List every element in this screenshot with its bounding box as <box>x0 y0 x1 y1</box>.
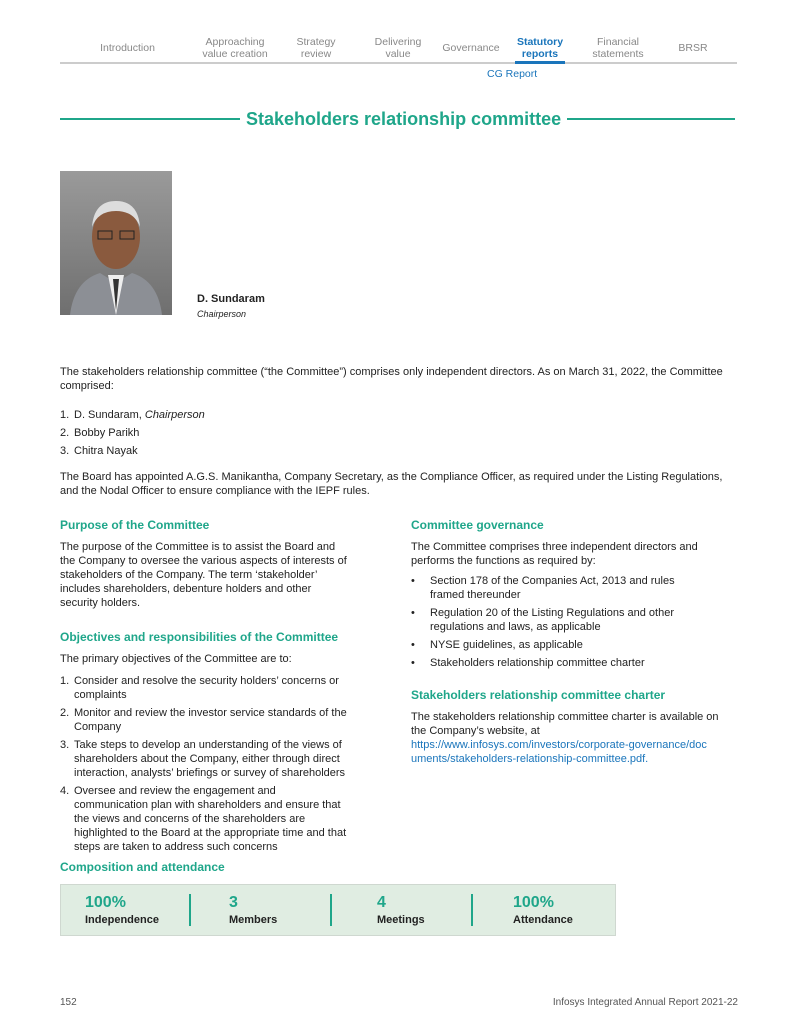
title-rule-left <box>60 118 240 120</box>
nav-governance[interactable]: Governance <box>442 42 500 54</box>
stat-attendance: 100% Attendance <box>513 894 573 926</box>
chairperson-name: D. Sundaram <box>197 293 265 305</box>
list-item: • Regulation 20 of the Listing Regulations and other regulations and laws, as applicable <box>411 607 675 633</box>
chairperson-photo <box>60 171 172 315</box>
nav-strategy-review[interactable]: Strategy review <box>296 36 336 60</box>
stat-meetings: 4 Meetings <box>377 894 425 926</box>
section-title <box>60 109 735 129</box>
list-item: 2. Monitor and review the investor service standards of the Company <box>60 707 347 733</box>
list-item: 1. D. Sundaram, Chairperson <box>60 409 205 421</box>
nav-brsr[interactable]: BRSR <box>678 42 708 54</box>
page-title: Stakeholders relationship committee <box>246 109 562 129</box>
stat-members: 3 Members <box>229 894 278 926</box>
purpose-text: The purpose of the Committee is to assist the Board and the Company to oversee the various aspects of interests of stakeholders of the Company. The term ‘stakeholder’ includes shareholders, debenture holders and other security holders. <box>60 541 347 609</box>
chairperson-role: Chairperson <box>197 309 247 319</box>
governance-heading: Committee governance <box>411 518 544 532</box>
stat-independence: 100% Independence <box>85 894 159 926</box>
list-item: 1. Consider and resolve the security holders’ concerns or complaints <box>60 675 339 701</box>
objectives-heading: Objectives and responsibilities of the Committee <box>60 630 339 644</box>
composition-stats <box>60 884 616 936</box>
nav-sub-cg-report[interactable]: CG Report <box>487 68 538 80</box>
list-item: • Stakeholders relationship committee charter <box>411 657 645 669</box>
governance-intro: The Committee comprises three independent directors and performs the functions as required by: <box>411 541 698 567</box>
list-item: 3. Take steps to develop an understanding of the views of shareholders about the Company, either through direct interaction, analysts’ briefings or survey of shareholders <box>60 739 346 779</box>
composition-heading: Composition and attendance <box>60 860 225 874</box>
members-list <box>60 408 740 462</box>
title-rule-right <box>567 118 735 120</box>
nav-statutory-reports[interactable]: Statutory reports <box>516 36 564 60</box>
governance-list <box>411 574 711 670</box>
list-item: 2. Bobby Parikh <box>60 427 140 439</box>
objectives-list <box>60 674 350 854</box>
objectives-intro: The primary objectives of the Committee are to: <box>60 653 292 665</box>
board-note: The Board has appointed A.G.S. Manikantha, Company Secretary, as the Compliance Officer, as required under the Listing Regulations, and the Nodal Officer to ensure compliance with the IEPF rules. <box>60 471 723 497</box>
charter-text: The stakeholders relationship committee charter is available on the Company’s website, at <box>411 711 719 737</box>
list-item: • Section 178 of the Companies Act, 2013 and rules framed thereunder <box>411 575 675 601</box>
nav-delivering-value[interactable]: Delivering value <box>374 36 422 60</box>
intro-text: The stakeholders relationship committee (“the Committee”) comprises only independent directors. As on March 31, 2022, the Committee comprised: <box>60 366 723 392</box>
page-number: 152 <box>60 997 77 1008</box>
list-item: • NYSE guidelines, as applicable <box>411 639 583 651</box>
nav-approaching-value-creation[interactable]: Approaching value creation <box>202 36 268 60</box>
list-item: 4. Oversee and review the engagement and communication plan with shareholders and ensure that the views and concerns of the shareholders are highlighted to the Board at the appropriate time and that steps are taken to address such concerns <box>60 785 347 853</box>
list-item: 3. Chitra Nayak <box>60 445 138 457</box>
nav-financial-statements[interactable]: Financial statements <box>592 36 644 60</box>
charter-link[interactable]: https://www.infosys.com/investors/corporate-governance/documents/stakeholders-relationship-committee.pdf. <box>411 739 707 765</box>
report-title: Infosys Integrated Annual Report 2021-22 <box>552 997 738 1008</box>
top-nav <box>60 34 737 64</box>
charter-heading: Stakeholders relationship committee charter <box>411 688 666 702</box>
purpose-heading: Purpose of the Committee <box>60 518 210 532</box>
nav-introduction[interactable]: Introduction <box>100 42 155 54</box>
